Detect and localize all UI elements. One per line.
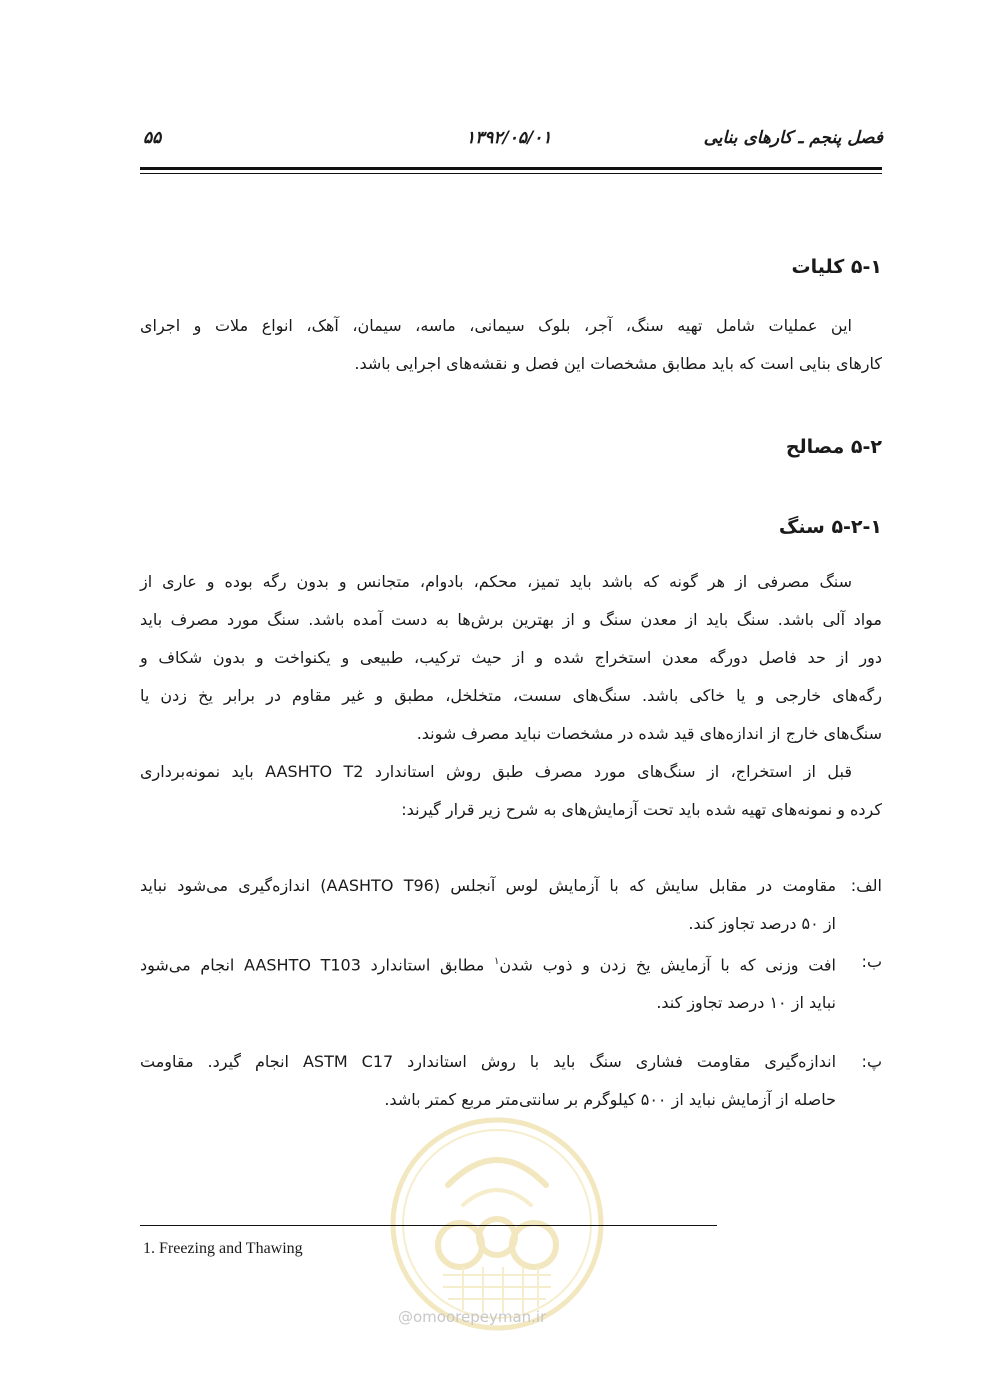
watermark-text: @omoorepeyman.ir <box>398 1308 547 1326</box>
list-item-text: افت وزنی که با آزمایش یخ زدن و ذوب شدن <box>499 955 836 975</box>
paragraph-line: سنگ‌های خارج از اندازه‌های قید شده در مشخصات نباید مصرف شوند. <box>416 724 882 743</box>
paragraph-line: کرده و نمونه‌های تهیه شده باید تحت آزمایش‌های به شرح زیر قرار گیرند: <box>401 800 882 819</box>
footnote-text: 1. Freezing and Thawing <box>143 1240 303 1257</box>
paragraph-generalities <box>140 307 882 383</box>
list-item-line: از ۵۰ درصد تجاوز کند. <box>688 914 836 933</box>
paragraph-line: رگه‌های خارجی و یا خاکی باشد. سنگ‌های سست، متخلخل، مطبق و غیر مقاوم در برابر یخ زدن یا <box>140 686 882 705</box>
list-item-line: اندازه‌گیری مقاومت فشاری سنگ باید با روش استاندارد ASTM C17 انجام گیرد. مقاومت <box>140 1052 837 1071</box>
list-item-line <box>140 943 836 984</box>
paragraph-line: این عملیات شامل تهیه سنگ، آجر، بلوک سیمانی، ماسه، سیمان، آهک، انواع ملات و اجرای <box>140 316 852 335</box>
header-rule-thick <box>140 167 882 170</box>
header-chapter-title: فصل پنجم ـ کارهای بنایی <box>703 128 883 148</box>
list-item-line: حاصله از آزمایش نباید از ۵۰۰ کیلوگرم بر سانتی‌متر مربع کمتر باشد. <box>384 1090 836 1109</box>
gear-emblem-watermark <box>388 1115 606 1333</box>
paragraph-sampling <box>140 753 882 829</box>
list-item-text: مطابق استاندارد AASHTO T103 انجام می‌شود <box>140 955 494 975</box>
paragraph-stone <box>140 563 882 753</box>
paragraph-line: قبل از استخراج، از سنگ‌های مورد مصرف طبق روش استاندارد AASHTO T2 باید نمونه‌برداری <box>140 762 853 781</box>
list-item-pe <box>140 1043 882 1119</box>
section-heading-stone: ۵-۲-۱ سنگ <box>778 516 882 538</box>
header-date: ۱۳۹۲/۰۵/۰۱ <box>466 128 552 148</box>
header-rule-thin <box>140 173 882 174</box>
section-heading-materials: ۵-۲ مصالح <box>785 436 882 458</box>
footnote-reference[interactable]: ۱ <box>494 956 500 967</box>
list-item-be <box>140 943 882 1019</box>
section-heading-generalities: ۵-۱ کلیات <box>791 256 882 278</box>
list-item-alef <box>140 867 882 943</box>
header-page-number: ۵۵ <box>143 128 162 148</box>
footnote-rule <box>140 1225 717 1226</box>
list-item-label: پ: <box>861 1052 882 1071</box>
paragraph-line: مواد آلی باشد. سنگ باید از معدن سنگ و از بهترین برش‌ها به دست آمده باشد. سنگ مورد مصرف باید <box>140 610 882 629</box>
list-item-line: نباید از ۱۰ درصد تجاوز کند. <box>656 993 836 1013</box>
paragraph-line: کارهای بنایی است که باید مطابق مشخصات این فصل و نقشه‌های اجرایی باشد. <box>354 354 882 373</box>
paragraph-line: دور از حد فاصل دورگه معدن استخراج شده و از حیث ترکیب، طبیعی و یکنواخت و بدون شکاف و <box>140 648 882 667</box>
list-item-label: ب: <box>861 952 882 971</box>
list-item-line: مقاومت در مقابل سایش که با آزمایش لوس آنجلس (AASHTO T96) اندازه‌گیری می‌شود نباید <box>140 876 837 895</box>
paragraph-line: سنگ مصرفی از هر گونه که باشد باید تمیز، محکم، بادوام، متجانس و بدون رگه بوده و عاری از <box>140 572 852 591</box>
list-item-label: الف: <box>850 876 882 895</box>
